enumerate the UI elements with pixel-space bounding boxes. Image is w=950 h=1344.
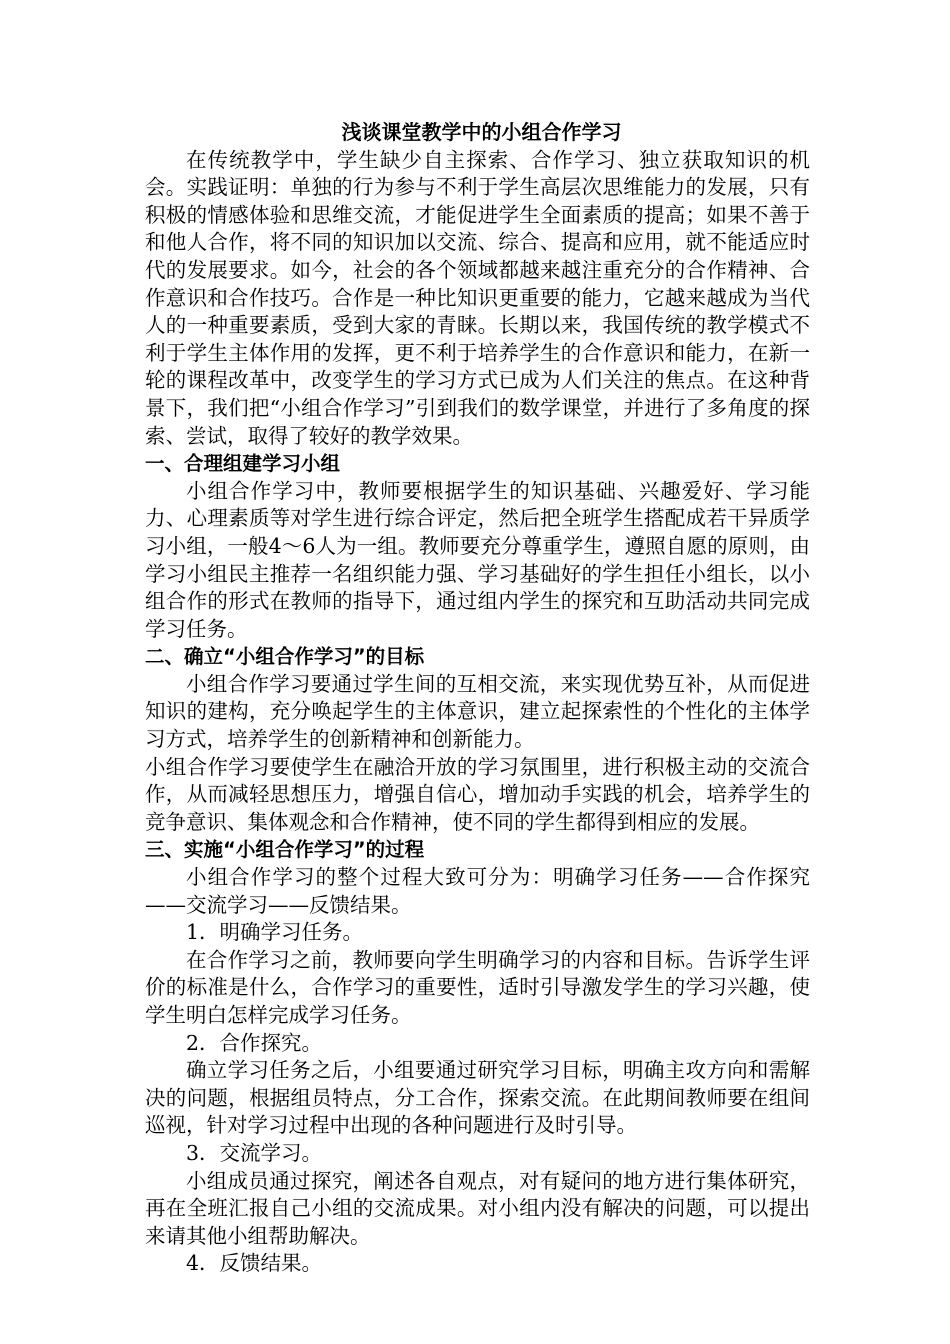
step-3-paragraph: 小组成员通过探究，阐述各自观点，对有疑问的地方进行集体研究，再在全班汇报自己小组的交流成果。对小组内没有解决的问题，可以提出来请其他小组帮助解决。 xyxy=(145,1168,810,1248)
section-3-heading: 三、实施“小组合作学习”的过程 xyxy=(145,838,425,862)
section-2-paragraph-2: 小组合作学习要使学生在融洽开放的学习氛围里，进行积极主动的交流合作，从而减轻思想压力，增强自信心，增加动手实践的机会，培养学生的竞争意识、集体观念和合作精神，使不同的学生都得到相应的发展。 xyxy=(145,754,810,834)
document-page xyxy=(145,119,810,1278)
section-2-heading: 二、确立“小组合作学习”的目标 xyxy=(145,645,425,669)
step-3-title: 3．交流学习。 xyxy=(186,1140,323,1165)
section-2-paragraph-1: 小组合作学习要通过学生间的互相交流，来实现优势互补，从而促进知识的建构，充分唤起学生的主体意识，建立起探索性的个性化的主体学习方式，培养学生的创新精神和创新能力。 xyxy=(145,671,810,752)
intro-paragraph: 在传统教学中，学生缺少自主探索、合作学习、独立获取知识的机会。实践证明：单独的行为参与不利于学生高层次思维能力的发展，只有积极的情感体验和思维交流，才能促进学生全面素质的提高；如果不善于和他人合作，将不同的知识加以交流、综合、提高和应用，就不能适应时代的发展要求。如今，社会的各个领域都越来越注重充分的合作精神、合作意识和合作技巧。合作是一种比知识更重要的能力，它越来越成为当代人的一种重要素质，受到大家的青睐。长期以来，我国传统的教学模式不利于学生主体作用的发挥，更不利于培养学生的合作意识和能力，在新一轮的课程改革中，改变学生的学习方式已成为人们关注的焦点。在这种背景下，我们把“小组合作学习”引到我们的数学课堂，并进行了多角度的探索、尝试，取得了较好的教学效果。 xyxy=(145,147,810,448)
section-1-paragraph: 小组合作学习中，教师要根据学生的知识基础、兴趣爱好、学习能力、心理素质等对学生进行综合评定，然后把全班学生搭配成若干异质学习小组，一般4～6人为一组。教师要充分尊重学生，遵照自愿的原则，由学习小组民主推荐一名组织能力强、学习基础好的学生担任小组长，以小组合作的形式在教师的指导下，通过组内学生的探究和互助活动共同完成学习任务。 xyxy=(145,478,810,641)
section-1-heading: 一、合理组建学习小组 xyxy=(145,452,341,476)
document-title: 浅谈课堂教学中的小组合作学习 xyxy=(341,120,622,144)
step-1-paragraph: 在合作学习之前，教师要向学生明确学习的内容和目标。告诉学生评价的标准是什么，合作学习的重要性，适时引导激发学生的学习兴趣，使学生明白怎样完成学习任务。 xyxy=(145,947,810,1027)
step-1-title: 1．明确学习任务。 xyxy=(186,920,364,945)
step-4-title: 4．反馈结果。 xyxy=(186,1251,323,1276)
section-3-paragraph: 小组合作学习的整个过程大致可分为：明确学习任务——合作探究——交流学习——反馈结果。 xyxy=(145,865,810,917)
step-2-paragraph: 确立学习任务之后，小组要通过研究学习目标，明确主攻方向和需解决的问题，根据组员特点，分工合作，探索交流。在此期间教师要在组间巡视，针对学习过程中出现的各种问题进行及时引导。 xyxy=(145,1058,810,1138)
step-2-title: 2．合作探究。 xyxy=(186,1030,323,1055)
